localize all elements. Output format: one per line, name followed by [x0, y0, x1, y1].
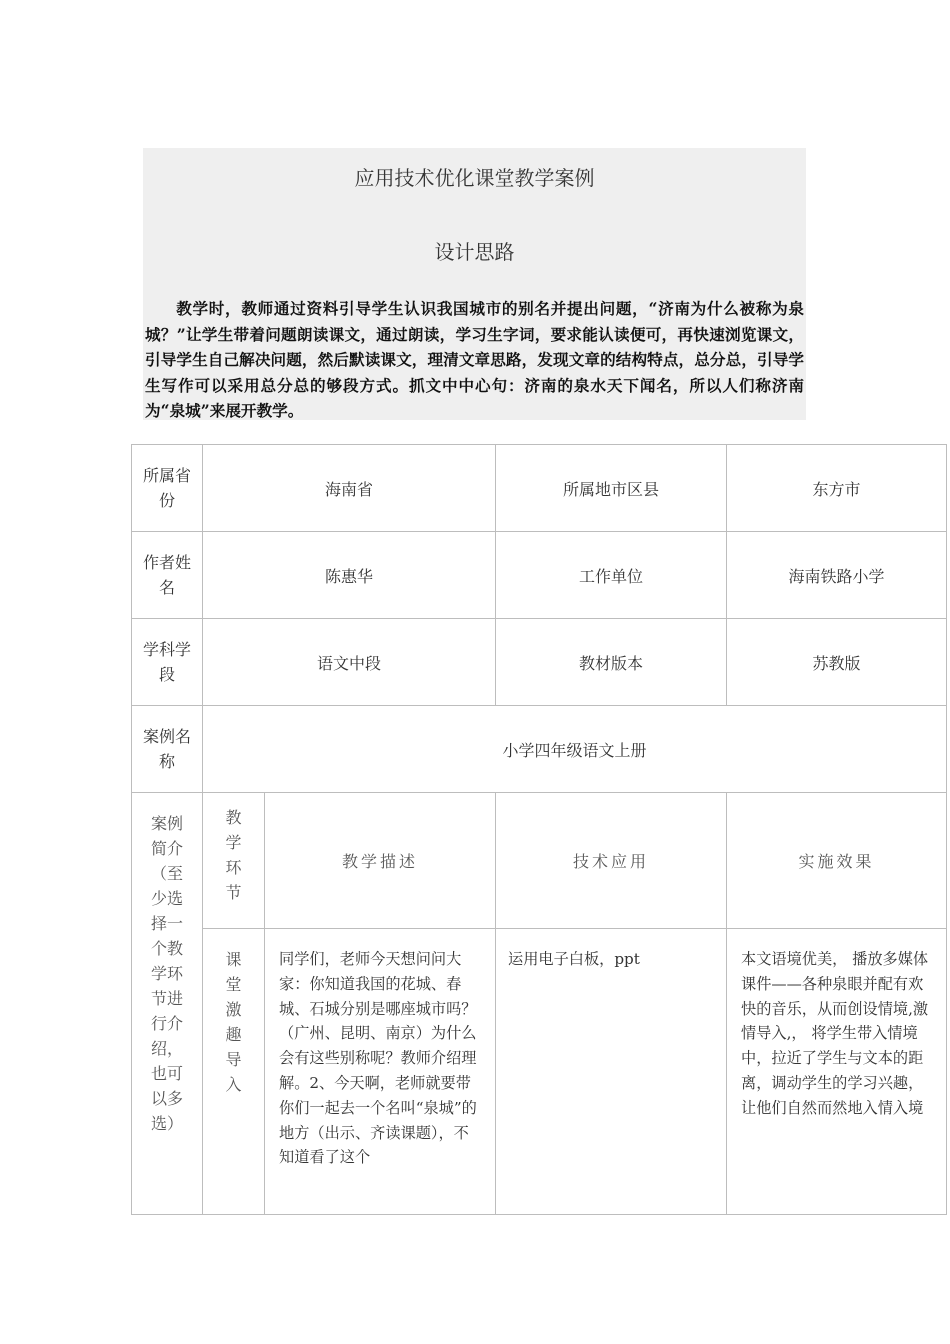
- technology-cell: [496, 929, 727, 1215]
- edition-value: 苏教版: [727, 619, 947, 706]
- province-value: 海南省: [203, 445, 496, 532]
- case-name-label: 案例名称: [132, 706, 203, 793]
- case-info-table: [131, 444, 947, 1215]
- description-cell: [265, 929, 496, 1215]
- unit-value: 海南铁路小学: [727, 532, 947, 619]
- teaching-stage-header: 教学环节: [203, 793, 265, 929]
- case-intro-label: 案例简介（至少选择一个教学环节进行介绍，也可以多选）: [132, 793, 203, 1215]
- subject-label: 学科学段: [132, 619, 203, 706]
- effect-text: 本文语境优美， 播放多媒体课件——各种泉眼并配有欢快的音乐，从而创设情境,激情导入,， 将学生带入情境中，拉近了学生与文本的距离，调动学生的学习兴趣，让他们自然而然地入情入境: [741, 950, 929, 1117]
- city-label: 所属地市区县: [496, 445, 727, 532]
- technology-text: 运用电子白板，ppt: [508, 950, 640, 968]
- subject-value: 语文中段: [203, 619, 496, 706]
- case-name-value: 小学四年级语文上册: [203, 706, 947, 793]
- description-text: 同学们，老师今天想问问大家：你知道我国的花城、春城、石城分别是哪座城市吗？（广州、昆明、南京）为什么会有这些别称呢？教师介绍理解。2、今天啊，老师就要带你们一起去一个名叫“泉城”的地方（出示、齐读课题），不知道看了这个: [279, 950, 477, 1167]
- table-row: [132, 929, 947, 1215]
- province-label: 所属省份: [132, 445, 203, 532]
- table-row: [132, 532, 947, 619]
- table-row: [132, 445, 947, 532]
- table-row: [132, 619, 947, 706]
- design-intro-paragraph: 教学时，教师通过资料引导学生认识我国城市的别名并提出问题，“济南为什么被称为泉城？”让学生带着问题朗读课文，通过朗读，学习生字词，要求能认读便可，再快速浏览课文，引导学生自己解决问题，然后默读课文，理清文章思路，发现文章的结构特点，总分总，引导学生写作可以采用总分总的够段方式。抓文中中心句：济南的泉水天下闻名，所以人们称济南为“泉城”来展开教学。: [145, 299, 804, 421]
- table-row: [132, 706, 947, 793]
- unit-label: 工作单位: [496, 532, 727, 619]
- teaching-description-header: 教学描述: [265, 793, 496, 929]
- author-value: 陈惠华: [203, 532, 496, 619]
- author-label: 作者姓名: [132, 532, 203, 619]
- technology-application-header: 技术应用: [496, 793, 727, 929]
- effect-cell: [727, 929, 947, 1215]
- table-row: [132, 793, 947, 929]
- document-title: 应用技术优化课堂教学案例: [354, 166, 595, 190]
- header-block: [143, 148, 806, 420]
- implementation-effect-header: 实施效果: [727, 793, 947, 929]
- city-value: 东方市: [727, 445, 947, 532]
- section-title: 设计思路: [434, 240, 515, 264]
- stage-cell: 课堂激趣导入: [203, 929, 265, 1215]
- edition-label: 教材版本: [496, 619, 727, 706]
